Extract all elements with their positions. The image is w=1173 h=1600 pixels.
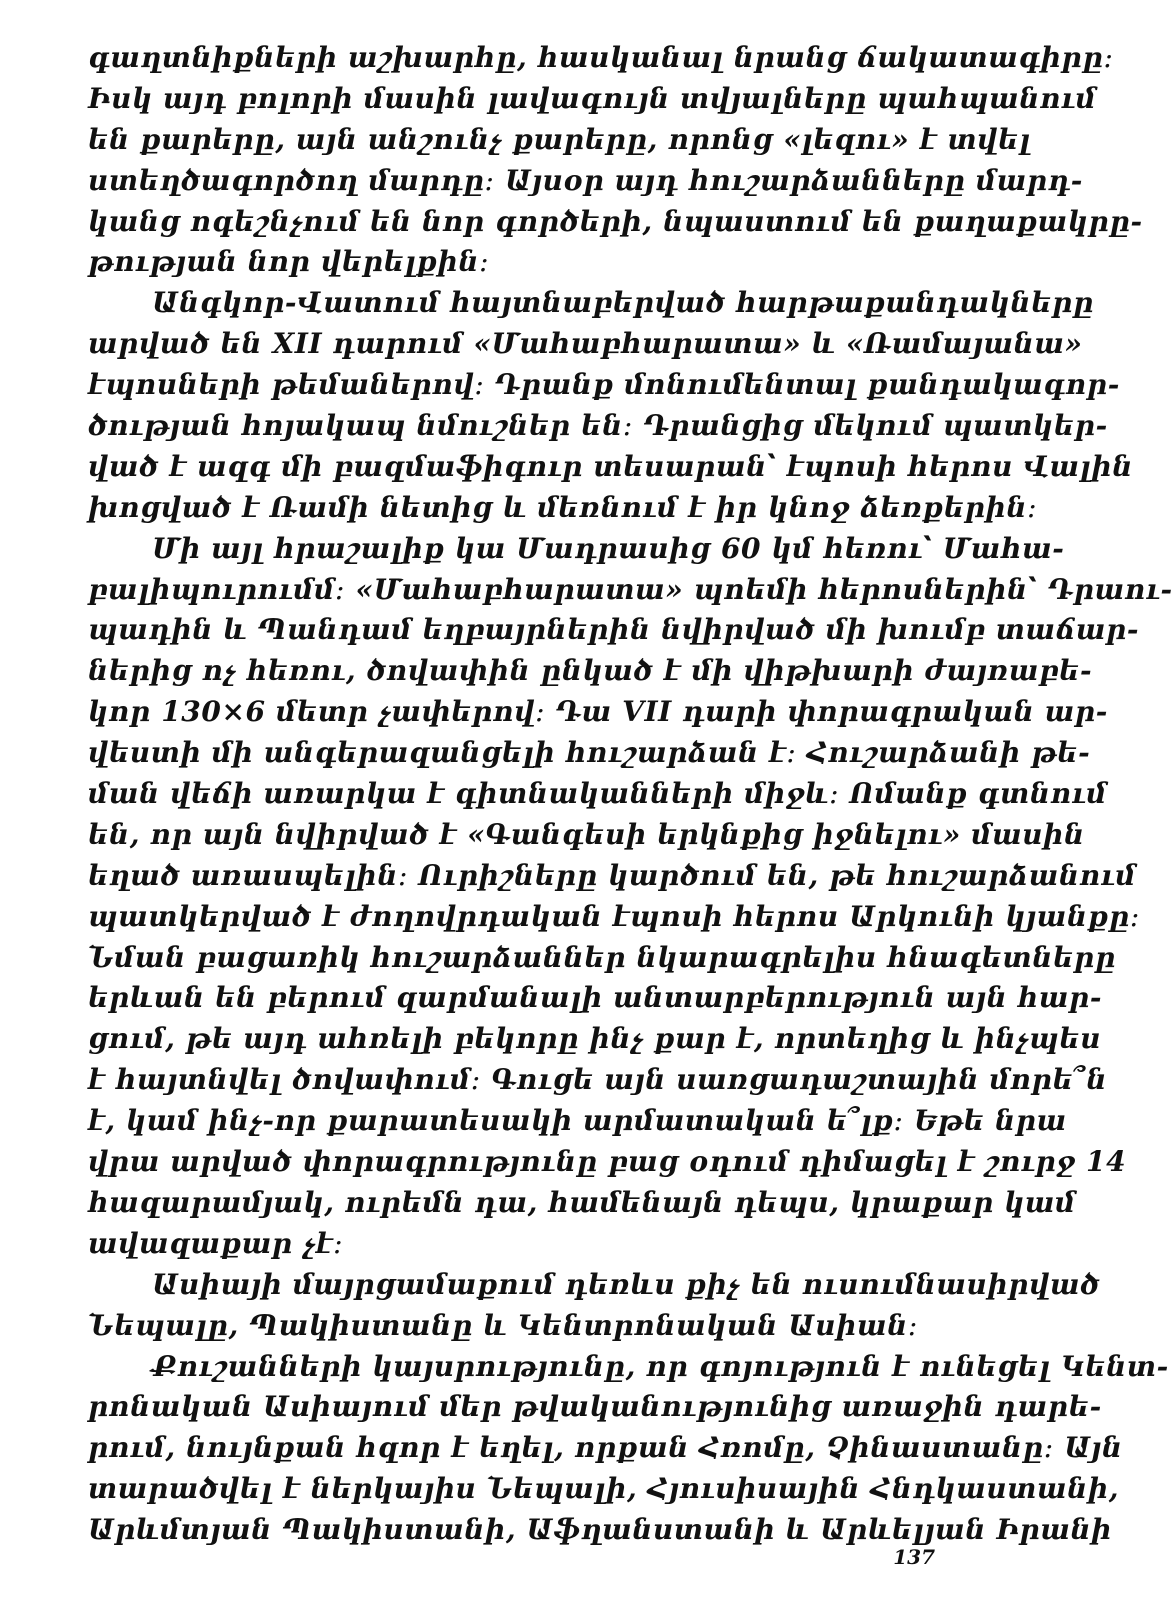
text-line: Ասիայի մայրցամաքում դեռևս քիչ են ուսումնասիրված: [152, 1267, 1101, 1301]
text-line: Անգկոր-Վատում հայտնաբերված հարթաքանդակները: [152, 286, 1095, 320]
text-line: են քարերը, այն անշունչ քարերը, որոնց «լեզու» է տվել: [88, 122, 1031, 156]
text-line: րում, նույնքան հզոր է եղել, որքան Հռոմը, Չինաստանը։ Այն: [88, 1431, 1123, 1465]
text-line: ներից ոչ հեռու, ծովափին ընկած է մի վիթխարի ժայռաբե-: [88, 654, 1093, 688]
text-line: Մի այլ հրաշալիք կա Մադրասից 60 կմ հեռու՝ Մահա-: [152, 531, 1065, 565]
text-line: րոնական Ասիայում մեր թվականությունից առաջին դարե-: [88, 1390, 1102, 1424]
text-line: էպոսների թեմաներով։ Դրանք մոնումենտալ քանդակագոր-: [88, 368, 1120, 402]
text-line: ման վեճի առարկա է գիտնականների միջև։ Ոմանք գտնում: [88, 777, 1108, 811]
text-line: ստեղծագործող մարդը։ Այսօր այդ հուշարձանները մարդ-: [88, 163, 1084, 197]
text-line: ծության հոյակապ նմուշներ են։ Դրանցից մեկում պատկեր-: [88, 409, 1108, 443]
text-line: վեստի մի անգերազանցելի հուշարձան է։ Հուշարձանի թե-: [88, 736, 1091, 770]
text-line: տարածվել է ներկայիս Նեպալի, Հյուսիսային Հնդկաստանի,: [88, 1472, 1120, 1506]
text-line: է, կամ ինչ-որ քարատեսակի արմատական ե՞լք։ Եթե նրա: [88, 1104, 1067, 1138]
text-line: ցում, թե այդ ահռելի բեկորը ինչ քար է, որտեղից և ինչպես: [88, 1022, 1102, 1056]
text-line: է հայտնվել ծովափում։ Գուցե այն սառցադաշտային մորե՞ն: [88, 1063, 1108, 1097]
text-line: թության նոր վերելքին։: [88, 245, 490, 279]
text-line: կոր 130×6 մետր չափերով։ Դա VII դարի փորագրական ար-: [88, 695, 1108, 729]
text-line: խոցված է Ռամի նետից և մեռնում է իր կնոջ ձեռքերին։: [88, 490, 1038, 524]
text-line: պադին և Պանդամ եղբայրներին նվիրված մի խումբ տաճար-: [88, 613, 1140, 647]
page-text: [88, 38, 1173, 1551]
text-line: Նեպալը, Պակիստանը և Կենտրոնական Ասիան։: [88, 1308, 918, 1342]
text-line: բալիպուրումմ։ «Մահաբհարատա» պոեմի հերոսներին՝ Դրաու-: [88, 572, 1173, 606]
text-line: Արևմտյան Պակիստանի, Աֆղանստանի և Արևելյան Իրանի: [88, 1513, 1113, 1547]
text-line: Քուշանների կայսրությունը, որ գոյություն է ունեցել Կենտ-: [152, 1349, 1169, 1383]
text-line: եղած առասպելին։ Ուրիշները կարծում են, թե հուշարձանում: [88, 858, 1137, 892]
text-line: արված են XII դարում «Մահաբհարատա» և «Ռամայանա»: [88, 327, 1083, 361]
text-line: ավազաքար չէ։: [88, 1226, 344, 1260]
text-line: Իսկ այդ բոլորի մասին լավագույն տվյալները պահպանում: [88, 81, 1097, 115]
page-number: 137: [893, 1545, 935, 1569]
text-line: Նման բացառիկ հուշարձաններ նկարագրելիս հնագետները: [88, 940, 1116, 974]
text-line: գաղտնիքների աշխարհը, հասկանալ նրանց ճակատագիրը։: [88, 41, 1114, 74]
text-line: հազարամյակ, ուրեմն դա, համենայն դեպս, կրաքար կամ: [88, 1185, 1076, 1219]
text-line: երևան են բերում զարմանալի անտարբերություն այն հար-: [88, 981, 1103, 1015]
text-line: վրա արված փորագրությունը բաց օդում դիմացել է շուրջ 14: [88, 1145, 1127, 1179]
text-line: ված է ազգ մի բազմաֆիգուր տեսարան՝ էպոսի հերոս Վալին: [88, 449, 1134, 483]
text-line: են, որ այն նվիրված է «Գանգեսի երկնքից իջնելու» մասին: [88, 817, 1085, 851]
text-line: պատկերված է ժողովրդական էպոսի հերոս Արկունի կյանքը։: [88, 899, 1140, 933]
text-line: կանց ոգեշնչում են նոր գործերի, նպաստում են քաղաքակրը-: [88, 204, 1143, 238]
